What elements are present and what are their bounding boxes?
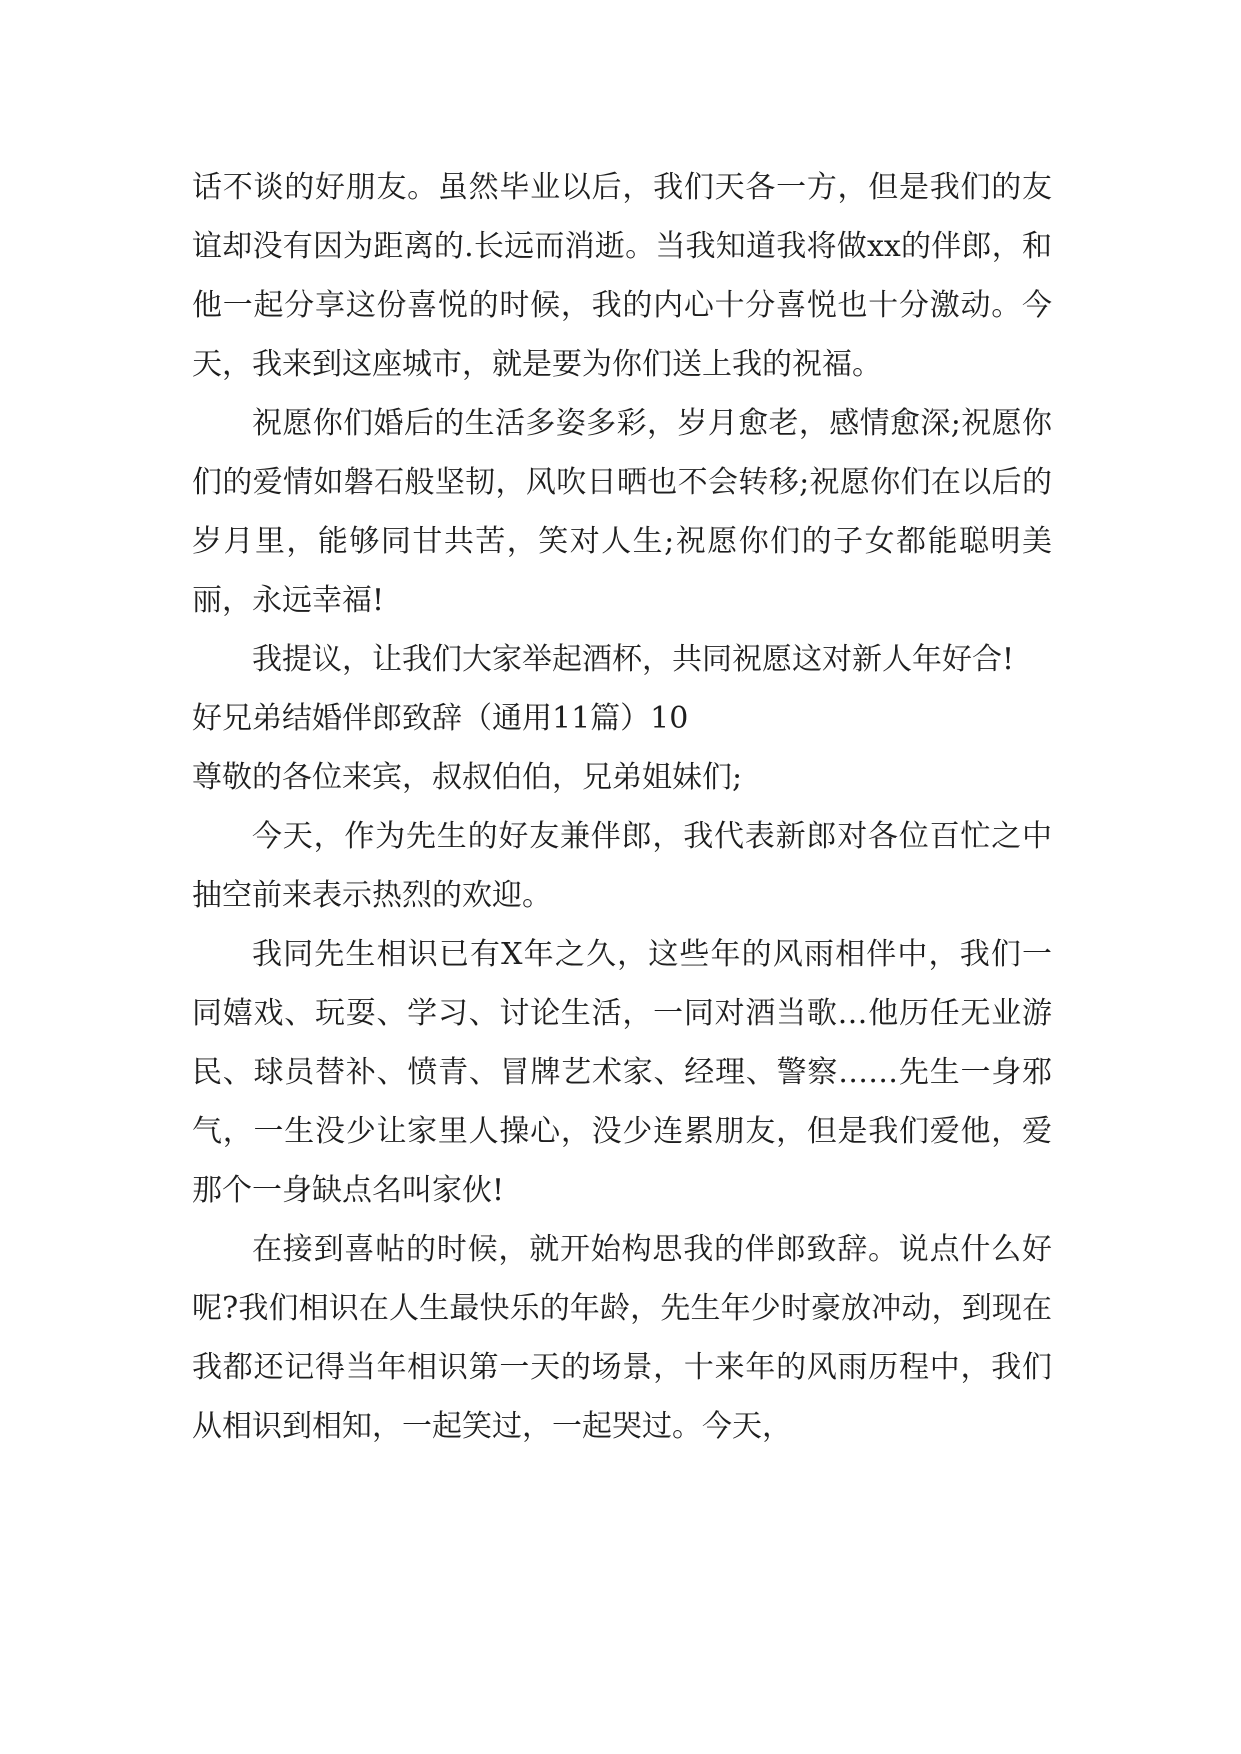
- document-body: [192, 158, 1052, 1456]
- paragraph-greeting: 尊敬的各位来宾，叔叔伯伯，兄弟姐妹们;: [192, 760, 743, 795]
- paragraph-wishes: 祝愿你们婚后的生活多姿多彩，岁月愈老，感情愈深;祝愿你们的爱情如磐石般坚韧，风吹日晒也不会转移;祝愿你们在以后的岁月里，能够同甘共苦，笑对人生;祝愿你们的子女都能聪明美丽，永远幸福!: [192, 406, 1052, 618]
- paragraph-toast: 我提议，让我们大家举起酒杯，共同祝愿这对新人年好合!: [252, 642, 1015, 677]
- paragraph-welcome: 今天，作为先生的好友兼伴郎，我代表新郎对各位百忙之中抽空前来表示热烈的欢迎。: [192, 819, 1052, 913]
- paragraph-friendship: 话不谈的好朋友。虽然毕业以后，我们天各一方，但是我们的友谊却没有因为距离的.长远而消逝。当我知道我将做xx的伴郎，和他一起分享这份喜悦的时候，我的内心十分喜悦也十分激动。今天，我来到这座城市，就是要为你们送上我的祝福。: [192, 170, 1052, 382]
- section-heading: 好兄弟结婚伴郎致辞（通用11篇）10: [192, 701, 689, 736]
- paragraph-invitation: 在接到喜帖的时候，就开始构思我的伴郎致辞。说点什么好呢?我们相识在人生最快乐的年龄，先生年少时豪放冲动，到现在我都还记得当年相识第一天的场景，十来年的风雨历程中，我们从相识到相知，一起笑过，一起哭过。今天，: [192, 1232, 1052, 1444]
- paragraph-history: 我同先生相识已有X年之久，这些年的风雨相伴中，我们一同嬉戏、玩耍、学习、讨论生活，一同对酒当歌…他历任无业游民、球员替补、愤青、冒牌艺术家、经理、警察……先生一身邪气，一生没少让家里人操心，没少连累朋友，但是我们爱他，爱那个一身缺点名叫家伙!: [192, 937, 1052, 1208]
